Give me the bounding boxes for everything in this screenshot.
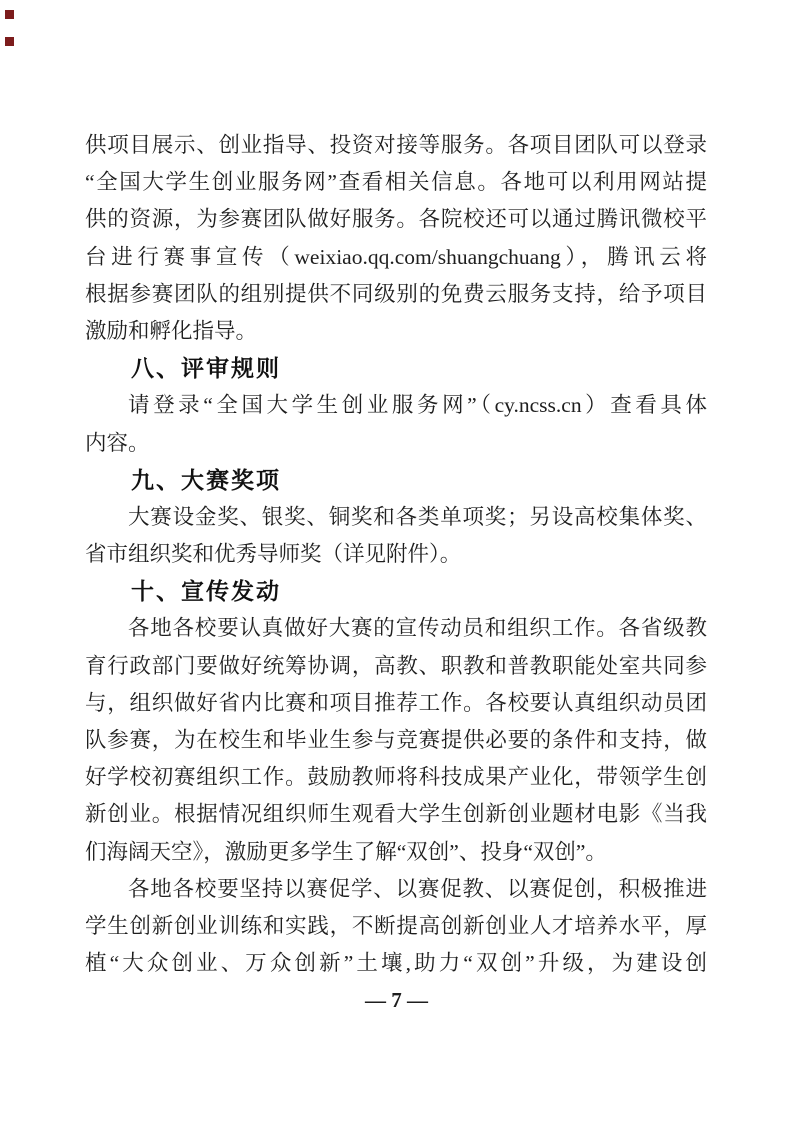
text-line: 与，组织做好省内比赛和项目推荐工作。各校要认真组织动员团 <box>85 690 707 715</box>
text-line: 们海阔天空》，激励更多学生了解“双创”、投身“双创”。 <box>85 839 607 864</box>
text-line: 好学校初赛组织工作。鼓励教师将科技成果产业化，带领学生创 <box>85 765 707 790</box>
corner-mark <box>5 10 14 19</box>
section-heading: 十、宣传发动 <box>131 578 281 605</box>
document-text-column <box>85 127 707 982</box>
text-line: 各地各校要认真做好大赛的宣传动员和组织工作。各省级教 <box>128 616 707 641</box>
section-heading: 九、大赛奖项 <box>131 466 281 493</box>
page-number: — 7 — <box>365 988 428 1012</box>
text-line: 植“大众创业、万众创新”土壤,助力“双创”升级，为建设创 <box>85 951 707 976</box>
text-line: 供项目展示、创业指导、投资对接等服务。各项目团队可以登录 <box>85 133 707 157</box>
text-line: 供的资源，为参赛团队做好服务。各院校还可以通过腾讯微校平 <box>85 207 707 232</box>
corner-mark <box>5 37 14 46</box>
section-heading: 八、评审规则 <box>131 355 281 382</box>
text-line: 育行政部门要做好统筹协调，高教、职教和普教职能处室共同参 <box>85 653 707 678</box>
text-line: 各地各校要坚持以赛促学、以赛促教、以赛促创，积极推进 <box>128 876 707 901</box>
text-line: 根据参赛团队的组别提供不同级别的免费云服务支持，给予项目 <box>85 281 707 306</box>
text-line: 省市组织奖和优秀导师奖（详见附件）。 <box>85 542 462 567</box>
text-line: “全国大学生创业服务网”查看相关信息。各地可以利用网站提 <box>85 170 707 195</box>
text-line: 激励和孵化指导。 <box>85 318 258 343</box>
text-line: 学生创新创业训练和实践，不断提高创新创业人才培养水平，厚 <box>85 913 707 938</box>
text-line: 大赛设金奖、银奖、铜奖和各类单项奖；另设高校集体奖、 <box>128 504 707 529</box>
text-line: 队参赛，为在校生和毕业生参与竞赛提供必要的条件和支持，做 <box>85 728 707 752</box>
text-line: 内容。 <box>85 430 150 455</box>
text-line: 新创业。根据情况组织师生观看大学生创新创业题材电影《当我 <box>85 802 707 827</box>
text-line: 请登录“全国大学生创业服务网”（cy.ncss.cn）查看具体 <box>128 393 707 418</box>
text-line: 台进行赛事宣传（weixiao.qq.com/shuangchuang），腾讯云将 <box>85 244 707 269</box>
